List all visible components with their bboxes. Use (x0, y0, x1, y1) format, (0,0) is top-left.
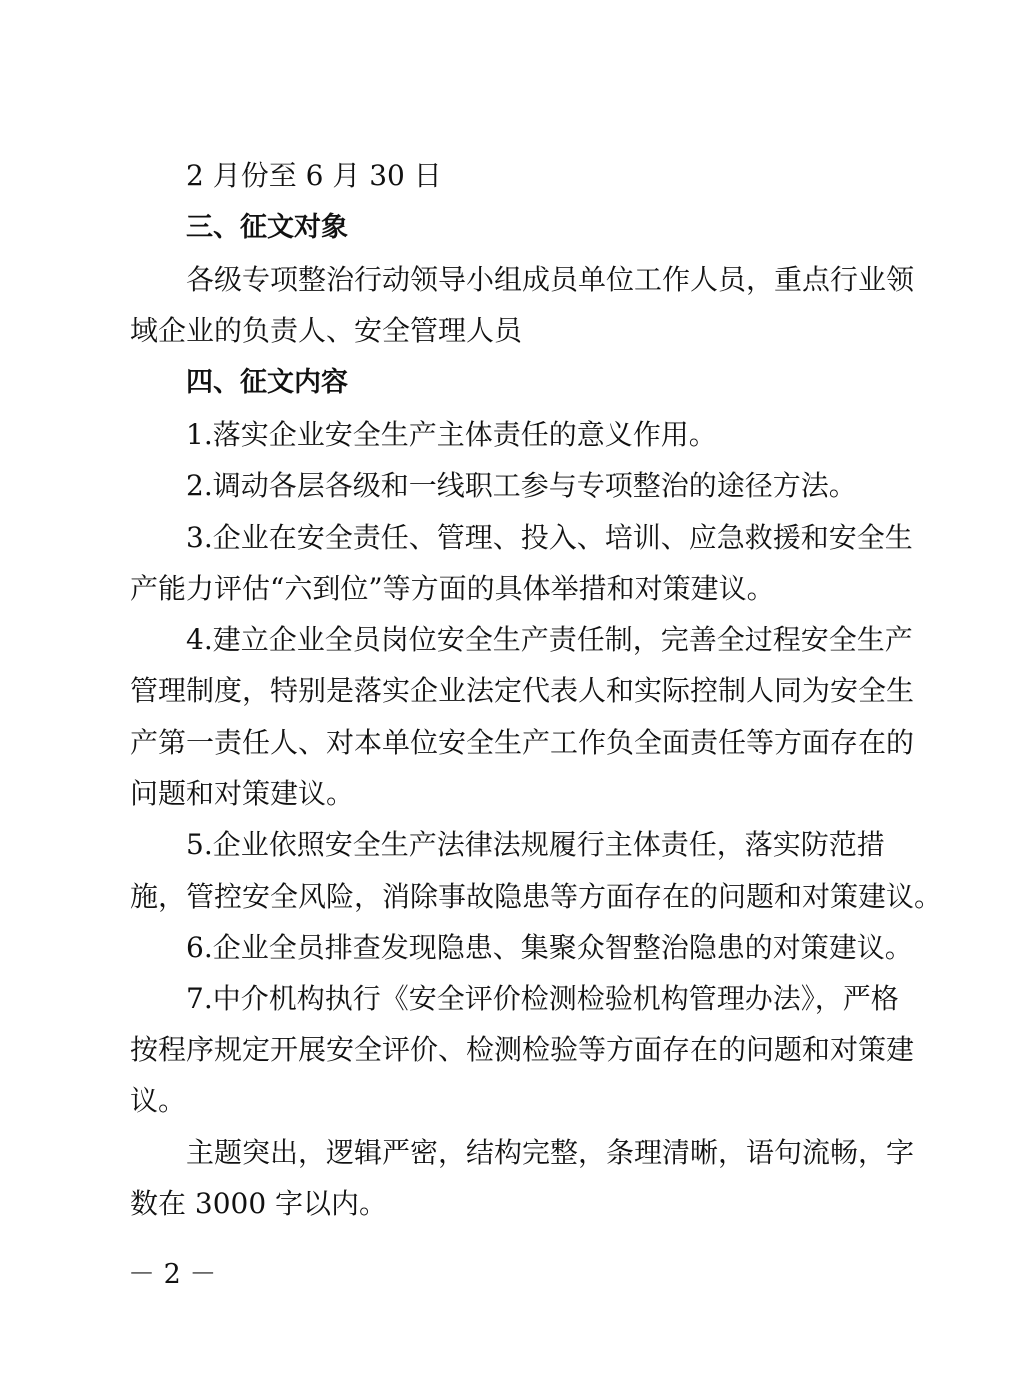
content-item-4-line-1: 4.建立企业全员岗位安全生产责任制，完善全过程安全生产 (186, 623, 913, 656)
page-number: － 2 － (128, 1259, 217, 1290)
requirements-line-2: 数在 3000 字以内。 (130, 1187, 388, 1220)
section-heading-target: 三、征文对象 (186, 212, 348, 243)
content-item-7-line-2: 按程序规定开展安全评价、检测检验等方面存在的问题和对策建 (130, 1033, 915, 1066)
content-item-4-line-4: 问题和对策建议。 (130, 777, 355, 810)
content-item-5-line-1: 5.企业依照安全生产法律法规履行主体责任，落实防范措 (186, 828, 885, 861)
content-item-1: 1.落实企业安全生产主体责任的意义作用。 (186, 418, 717, 451)
content-item-4-line-3: 产第一责任人、对本单位安全生产工作负全面责任等方面存在的 (130, 726, 915, 759)
date-range-line: 2 月份至 6 月 30 日 (186, 159, 442, 192)
section-heading-content: 四、征文内容 (186, 367, 348, 398)
content-item-2: 2.调动各层各级和一线职工参与专项整治的途径方法。 (186, 469, 857, 502)
content-item-4-line-2: 管理制度，特别是落实企业法定代表人和实际控制人同为安全生 (130, 674, 915, 707)
content-item-7-line-3: 议。 (130, 1084, 187, 1117)
content-item-6: 6.企业全员排查发现隐患、集聚众智整治隐患的对策建议。 (186, 931, 913, 964)
target-text-line-2: 域企业的负责人、安全管理人员 (130, 314, 523, 347)
target-text-line-1: 各级专项整治行动领导小组成员单位工作人员，重点行业领 (186, 263, 915, 296)
requirements-line-1: 主题突出，逻辑严密，结构完整，条理清晰，语句流畅，字 (186, 1136, 915, 1169)
content-item-3-line-2: 产能力评估“六到位”等方面的具体举措和对策建议。 (130, 572, 775, 605)
content-item-3-line-1: 3.企业在安全责任、管理、投入、培训、应急救援和安全生 (186, 521, 913, 554)
content-item-7-line-1: 7.中介机构执行《安全评价检测检验机构管理办法》，严格 (186, 982, 899, 1015)
content-item-5-line-2: 施，管控安全风险，消除事故隐患等方面存在的问题和对策建议。 (130, 880, 943, 913)
